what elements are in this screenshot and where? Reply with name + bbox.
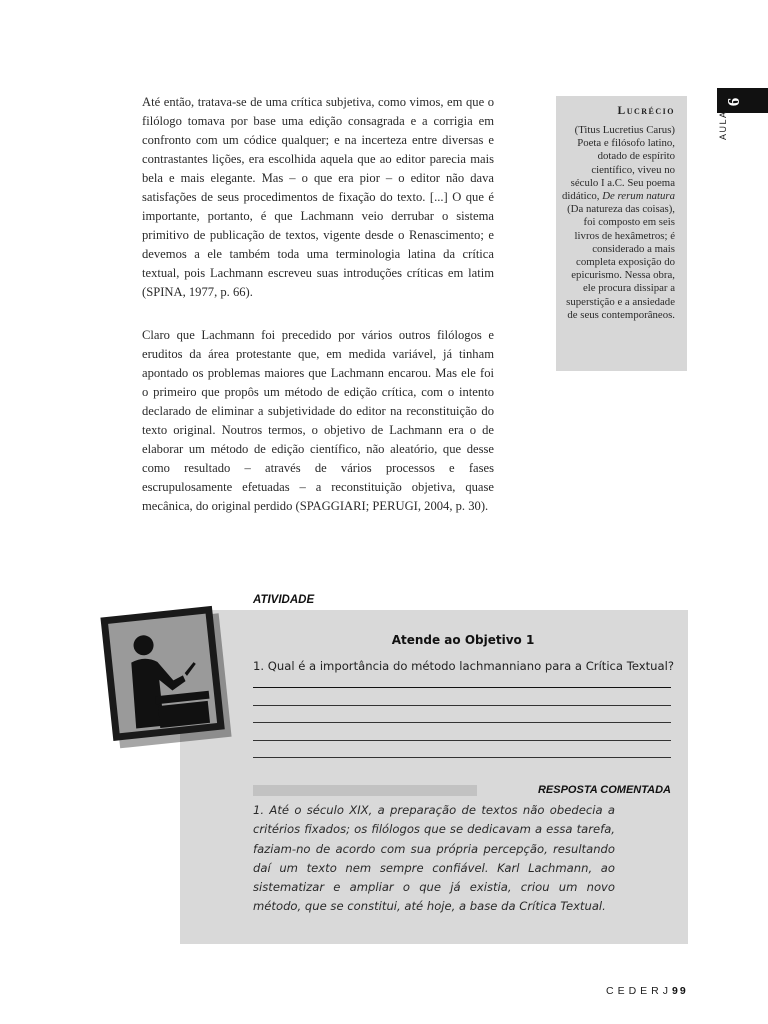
page-number: 99	[672, 985, 688, 997]
body-paragraph-2: Claro que Lachmann foi precedido por vários outros filólogos e eruditos da área protestante que, em medida variável, já tinham apontado os problemas maiores que Lachmann encarou. Mas ele foi o primeiro que propôs um método de edição crítica, com o intento declarado de eliminar a subjetividade do editor na reconstituição do texto original. Noutros termos, o objetivo de Lachmann era o de elaborar um método de edição científico, não aleatório, que desse como resultado – através de vários processos e fases escrupulosamente efetuadas – a reconstituição objetiva, quase mecânica, do original perdido (SPAGGIARI; PERUGI, 2004, p. 30).	[142, 328, 494, 513]
body-paragraph-1: Até então, tratava-se de uma crítica subjetiva, como vimos, em que o filólogo tomava por base uma edição consagrada e a corrigia em confronto com um códice qualquer; e na incerteza entre diversas e contrastantes lições, era escolhida aquela que ao editor parecia mais bela e mais elegante. Mas – o que era pior – o editor não dava satisfações de seus procedimentos de fixação do texto. [...] O que é importante, portanto, é que Lachmann veio derrubar o sistema primitivo de publicação de textos, vigente desde o Renascimento; e devemos a ele também toda uma terminologia latina da crítica textual, pois Lachmann escreveu suas introduções críticas em latim (SPINA, 1977, p. 66).	[142, 95, 494, 299]
sidebar-note-text-start: (Titus Lucretius Carus) Poeta e filósofo latino, dotado de espírito científico, viveu no século I a.C. Seu poema didático,	[562, 124, 675, 203]
answer-label: RESPOSTA COMENTADA	[537, 784, 671, 796]
answer-line-3[interactable]	[253, 722, 671, 723]
answer-line-1[interactable]	[253, 687, 671, 688]
answer-line-2[interactable]	[253, 705, 671, 706]
sidebar-note-text-end: (Da natureza das coisas), foi composto em seis livros de hexâmetros; é considerado a mais completa exposição do epicurismo. Nessa obra, ele procura dissipar a superstição e a ansiedade de seus contemporâneos.	[566, 203, 675, 321]
answer-line-5[interactable]	[253, 757, 671, 758]
writer-at-desk-icon	[96, 601, 238, 754]
sidebar-note	[556, 96, 687, 371]
activity-heading: Atende ao Objetivo 1	[391, 633, 535, 647]
sidebar-note-title: Lucrécio	[617, 105, 675, 117]
activity-question: 1. Qual é a importância do método lachmanniano para a Crítica Textual?	[253, 659, 674, 673]
aula-label: AULA	[718, 110, 728, 140]
answer-label-bar	[253, 785, 477, 796]
aula-number: 6	[724, 97, 743, 107]
sidebar-note-italic-title: De rerum natura	[602, 190, 675, 203]
footer-org: CEDERJ	[606, 985, 673, 997]
answer-line-4[interactable]	[253, 740, 671, 741]
sidebar-note-text	[562, 124, 675, 322]
activity-label: ATIVIDADE	[253, 594, 315, 606]
answer-text: 1. Até o século XIX, a preparação de textos não obedecia a critérios fixados; os filólogos que se dedicavam a essa tarefa, faziam-no de acordo com sua própria percepção, resultando daí um texto nem sempre confiável. Karl Lachmann, ao sistematizar e ampliar o que já existia, criou um novo método, que se constitui, até hoje, a base da Crítica Textual.	[253, 803, 615, 914]
